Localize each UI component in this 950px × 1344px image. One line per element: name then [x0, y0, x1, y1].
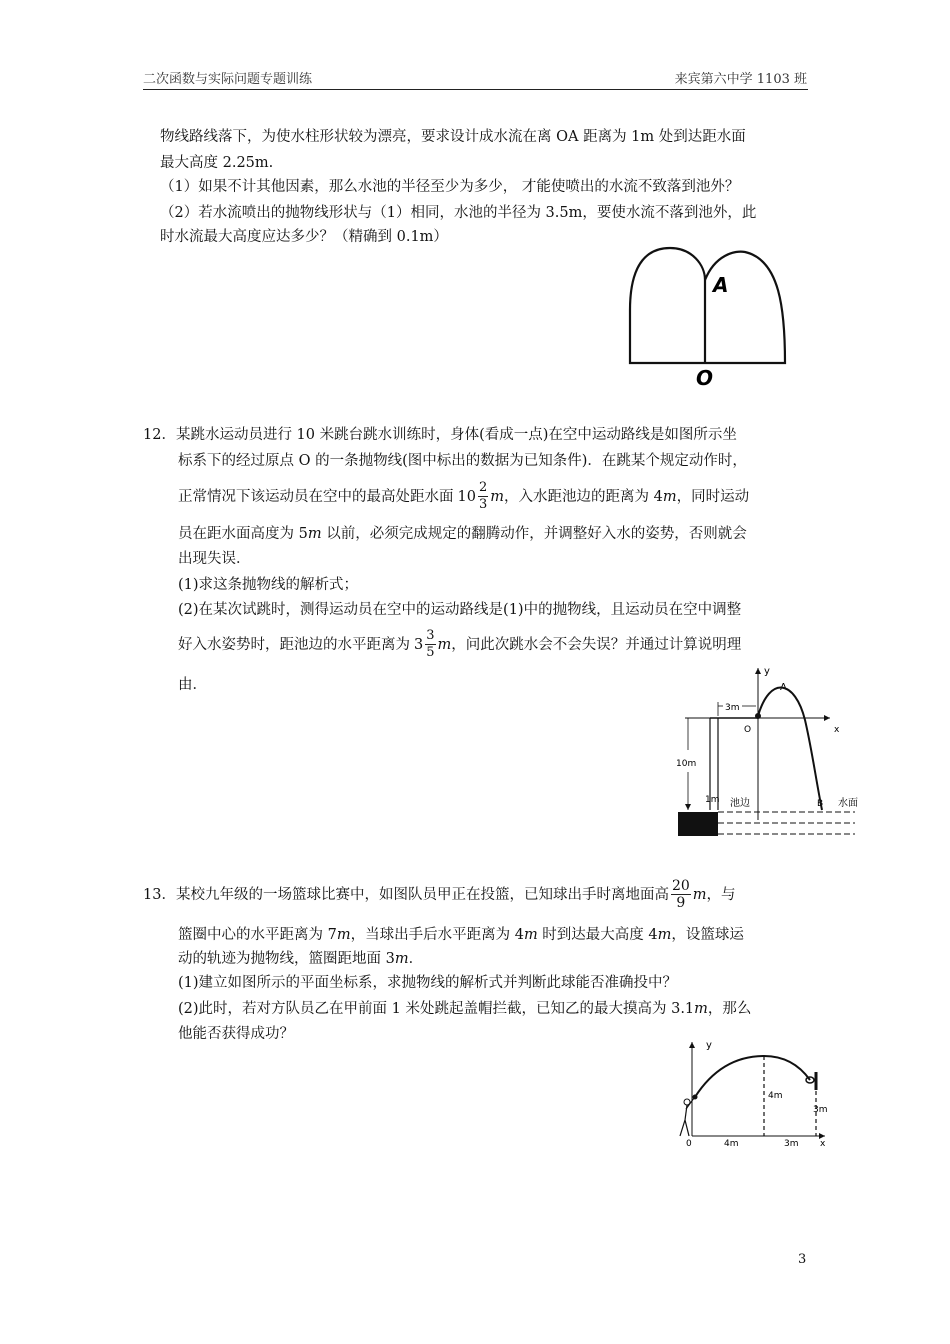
basketball-y-label: y [706, 1040, 712, 1051]
q11-line-5: 时水流最大高度应达多少？（精确到 0.1m） [160, 229, 448, 245]
q11-line-3: （1）如果不计其他因素，那么水池的半径至少为多少， 才能使喷出的水流不致落到池外？ [160, 179, 740, 195]
q12-line-8-text-a: 好入水姿势时，距池边的水平距离为 [178, 636, 410, 653]
header-left: 二次函数与实际问题专题训练 [143, 72, 313, 87]
diving-1m-label: 1m [705, 795, 720, 805]
q12-mixed-number-2 [414, 628, 451, 661]
basketball-origin-label: 0 [686, 1139, 692, 1148]
basketball-3m-h-label: 3m [784, 1139, 799, 1148]
q12-frac1-den: 3 [478, 497, 488, 512]
basketball-4m-h-label: 4m [724, 1139, 739, 1148]
q13-line-2-b: ，当球出手后水平距离为 4 [350, 927, 524, 943]
q12-unit-2: m [662, 488, 677, 505]
header-rule [143, 89, 808, 90]
diving-point-b-label: B [817, 799, 824, 809]
q12-line-3 [178, 480, 749, 513]
diving-y-label: y [764, 666, 770, 677]
q12-line-9: 由． [178, 677, 207, 693]
q13-line-1-text-a: 13．某校九年级的一场篮球比赛中，如图队员甲正在投篮，已知球出手时离地面高 [143, 886, 669, 903]
q12-fraction-2 [425, 628, 435, 661]
q13-line-5-a: (2)此时，若对方队员乙在甲前面 1 米处跳起盖帽拦截，已知乙的最大摸高为 3.1 [178, 1001, 695, 1017]
fountain-label-o: O [696, 366, 714, 390]
diving-10m-label: 10m [676, 759, 697, 769]
q12-fraction-1 [478, 480, 488, 513]
basketball-figure [670, 1036, 840, 1148]
q12-line-7: (2)在某次试跳时，测得运动员在空中的运动路线是(1)中的抛物线，且运动员在空中调整 [178, 602, 742, 618]
diving-3m-label: 3m [725, 703, 740, 713]
q11-line-2: 最大高度 2.25m. [160, 155, 274, 171]
q12-line-4-unit: m [307, 526, 322, 542]
fountain-figure [620, 240, 800, 390]
q12-mixed-whole-1: 10 [457, 488, 476, 505]
q12-frac2-den: 5 [426, 645, 435, 660]
q12-unit-3: m [437, 636, 452, 653]
diving-origin-label: O [744, 725, 752, 735]
q12-line-1: 12．某跳水运动员进行 10 米跳台跳水训练时，身体(看成一点)在空中运动路线是如图所示坐 [143, 427, 737, 443]
q12-line-4 [178, 521, 747, 547]
q12-line-3-text-b: ，入水距池边的距离为 4 [503, 488, 663, 505]
diving-water-label: 水面 [838, 798, 858, 809]
q13-line-5 [178, 996, 751, 1022]
basketball-x-label: x [820, 1139, 826, 1148]
q13-line-2-a: 篮圈中心的水平距离为 7 [178, 927, 337, 943]
q13-unit-1: m [692, 886, 707, 903]
q13-line-5-u: m [694, 1001, 708, 1017]
q13-fraction [671, 878, 691, 911]
q12-line-5: 出现失误． [178, 551, 251, 567]
q13-line-3-u: m [394, 951, 409, 967]
q12-line-8 [178, 628, 741, 661]
q13-line-5-b: ，那么 [707, 1001, 752, 1017]
q13-line-1-text-b: ，与 [706, 886, 736, 903]
q12-mixed-whole-2: 3 [414, 636, 424, 653]
q13-line-2-c: 时到达最大高度 4 [537, 927, 658, 943]
q13-frac-den: 9 [676, 895, 686, 911]
q13-line-2-u3: m [657, 927, 672, 943]
basketball-4m-v-label: 4m [768, 1091, 783, 1101]
q12-line-4-text-a: 员在距水面高度为 5 [178, 526, 308, 542]
q13-line-2-u2: m [523, 927, 538, 943]
q13-line-3-b: ． [408, 951, 424, 967]
diving-figure [670, 660, 870, 842]
q12-frac1-num: 2 [478, 480, 488, 495]
q12-unit-1: m [490, 488, 504, 505]
q12-mixed-number-1 [458, 480, 504, 513]
diving-x-label: x [834, 725, 840, 735]
q13-line-4: (1)建立如图所示的平面坐标系，求抛物线的解析式并判断此球能否准确投中？ [178, 975, 678, 991]
q13-line-3-a: 动的轨迹为抛物线，篮圈距地面 3 [178, 951, 395, 967]
q12-line-6: (1)求这条抛物线的解析式； [178, 577, 359, 593]
q12-line-2: 标系下的经过原点 O 的一条抛物线(图中标出的数据为已知条件)．在跳某个规定动作时， [178, 453, 747, 469]
page-number: 3 [798, 1252, 807, 1267]
q11-line-1: 物线路线落下，为使水柱形状较为漂亮，要求设计成水流在离 OA 距离为 1m 处到达距水面 [160, 129, 746, 145]
diving-pool-edge-label: 池边 [730, 798, 750, 809]
q12-line-3-text-c: ，同时运动 [676, 488, 750, 505]
q13-line-3 [178, 946, 423, 972]
q12-line-3-text-a: 正常情况下该运动员在空中的最高处距水面 [178, 488, 454, 505]
q11-line-4: （2）若水流喷出的抛物线形状与（1）相同，水池的半径为 3.5m，要使水流不落到池外，此 [160, 205, 757, 221]
q13-line-2-d: ，设篮球运 [671, 927, 744, 943]
q12-line-4-text-b: 以前，必须完成规定的翻腾动作，并调整好入水的姿势，否则就会 [321, 526, 747, 542]
header-right: 来宾第六中学 1103 班 [674, 72, 807, 87]
basketball-3m-v-label: 3m [813, 1105, 828, 1115]
q13-line-6: 他能否获得成功？ [178, 1026, 294, 1042]
diving-point-a-label: A [780, 682, 787, 693]
q12-frac2-num: 3 [426, 628, 435, 643]
q13-line-1 [143, 878, 736, 911]
q13-line-2 [178, 922, 744, 948]
q13-frac-num: 20 [671, 878, 690, 894]
q12-line-8-text-b: ，问此次跳水会不会失误？并通过计算说明理 [451, 636, 742, 653]
fountain-label-a: A [713, 273, 729, 297]
q13-line-2-u1: m [336, 927, 351, 943]
